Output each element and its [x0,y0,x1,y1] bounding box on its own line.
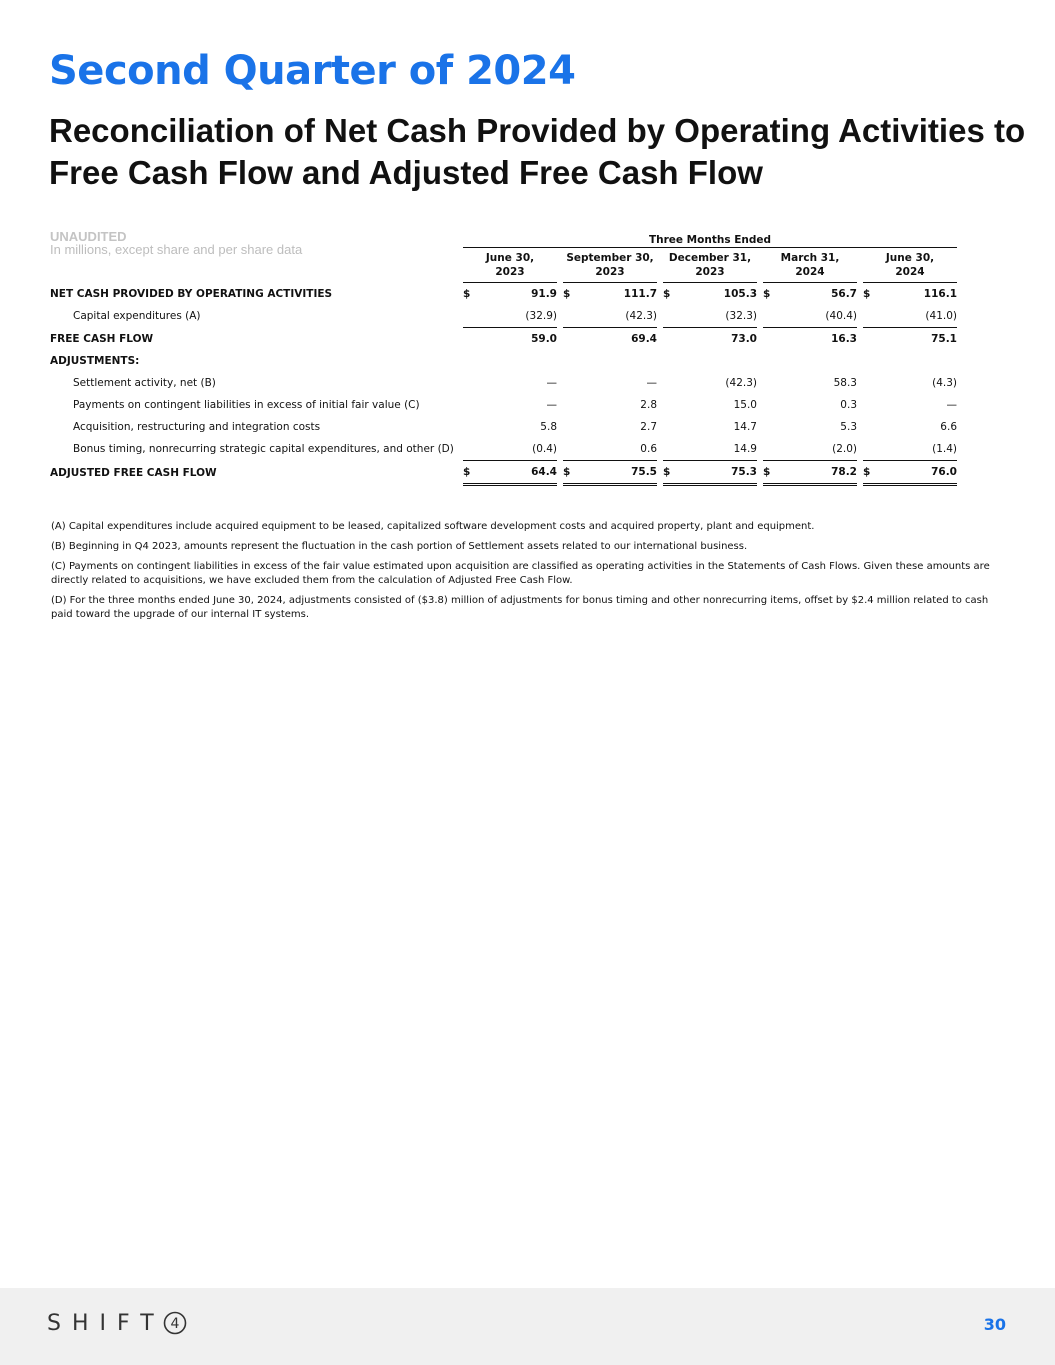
unaudited-label: UNAUDITED [50,229,127,244]
value-cell [777,350,857,372]
value-cell: 5.3 [840,421,857,433]
logo-four-circle-icon [163,1311,187,1335]
currency-symbol [463,372,477,394]
currency-symbol: $ [663,461,677,485]
value-cell: (41.0) [877,305,957,328]
currency-symbol: $ [463,461,477,485]
value-cell: 75.1 [931,333,957,345]
currency-symbol [663,328,677,351]
currency-symbol [763,416,777,438]
value-cell: (0.4) [477,438,557,461]
currency-symbol [463,328,477,351]
column-header: December 31, 2023 [663,248,757,283]
currency-symbol: $ [563,461,577,485]
table-row [50,372,957,394]
row-label: FREE CASH FLOW [50,332,154,345]
value-cell [577,350,657,372]
value-cell: (4.3) [932,377,957,389]
currency-symbol [463,416,477,438]
currency-symbol: $ [463,288,471,300]
currency-symbol: $ [763,461,777,485]
row-label: NET CASH PROVIDED BY OPERATING ACTIVITIES [50,287,333,300]
value-cell: 111.7 [623,288,657,300]
table-column-header-row [50,248,957,283]
currency-symbol [563,328,577,351]
row-label: Capital expenditures (A) [73,310,201,323]
footnote-c: (C) Payments on contingent liabilities in excess of the fair value estimated upon acquisition are classified as operating activities in the Statements of Cash Flows. Given these amounts are directly related to acquisitions, we have excluded them from the calculation of Adjusted Free Cash Flow. [51,561,990,586]
currency-symbol [563,372,577,394]
column-header: June 30, 2024 [863,248,957,283]
row-label: Settlement activity, net (B) [73,377,216,389]
value-cell: 78.2 [777,461,857,485]
group-header: Three Months Ended [463,232,957,248]
currency-symbol [763,438,777,461]
currency-symbol [463,350,477,372]
page-subtitle: Reconciliation of Net Cash Provided by Operating Activities to Free Cash Flow and Adjusted Free Cash Flow [49,112,1026,191]
value-cell: (32.3) [677,305,757,328]
table-row [50,328,957,351]
currency-symbol [463,394,477,416]
currency-symbol [663,416,677,438]
currency-symbol [863,350,877,372]
currency-symbol [863,305,877,328]
currency-symbol [863,416,877,438]
value-cell: 64.4 [477,461,557,485]
currency-symbol [863,328,877,351]
currency-symbol [863,372,877,394]
currency-symbol [663,350,677,372]
table-row [50,305,957,328]
currency-symbol: $ [663,288,671,300]
currency-symbol: $ [563,288,571,300]
value-cell: 91.9 [531,288,557,300]
currency-symbol: $ [763,288,771,300]
value-cell: 105.3 [723,288,757,300]
currency-symbol [763,372,777,394]
currency-symbol: $ [863,461,877,485]
table-row [50,438,957,461]
value-cell: 15.0 [733,399,757,411]
currency-symbol [763,328,777,351]
footnote-d: (D) For the three months ended June 30, 2024, adjustments consisted of ($3.8) million of adjustments for bonus timing and other nonrecurring items, offset by $2.4 million related to cash paid toward the upgrade of our internal IT systems. [51,595,989,620]
currency-symbol [763,350,777,372]
row-label: ADJUSTED FREE CASH FLOW [50,466,217,479]
row-label: ADJUSTMENTS: [50,355,140,367]
shift4-logo [47,1308,187,1338]
column-header: June 30, 2023 [463,248,557,283]
value-cell: (42.3) [725,377,757,389]
value-cell: 116.1 [923,288,957,300]
table-row [50,461,957,485]
value-cell: 6.6 [940,421,957,433]
page-footer [0,1288,1055,1365]
footnotes [51,520,1011,628]
currency-symbol [563,438,577,461]
value-cell: — [546,377,557,389]
svg-text:4: 4 [170,1316,180,1332]
row-label: Acquisition, restructuring and integration costs [73,421,321,433]
currency-symbol [463,438,477,461]
table-row [50,283,957,306]
value-cell: (32.9) [477,305,557,328]
currency-symbol [763,394,777,416]
currency-symbol [563,305,577,328]
currency-symbol [463,305,477,328]
currency-symbol [863,394,877,416]
row-label: Payments on contingent liabilities in excess of initial fair value (C) [73,399,420,411]
currency-symbol [663,372,677,394]
column-header: September 30, 2023 [563,248,657,283]
reconciliation-table [50,232,957,486]
value-cell: (2.0) [777,438,857,461]
row-label: Bonus timing, nonrecurring strategic capital expenditures, and other (D) [73,443,454,456]
value-cell: — [646,377,657,389]
currency-symbol [663,394,677,416]
value-cell: 0.3 [840,399,857,411]
value-cell: 14.7 [733,421,757,433]
currency-symbol [563,416,577,438]
table-row [50,350,957,372]
value-cell: — [946,399,957,411]
value-cell: 0.6 [577,438,657,461]
units-note: In millions, except share and per share data [50,242,303,257]
value-cell: 14.9 [677,438,757,461]
page-number: 30 [983,1315,1006,1334]
column-header: March 31, 2024 [763,248,857,283]
value-cell: 69.4 [631,333,657,345]
value-cell: 16.3 [831,333,857,345]
value-cell [477,350,557,372]
value-cell: (1.4) [877,438,957,461]
value-cell: 56.7 [831,288,857,300]
value-cell: 58.3 [833,377,857,389]
value-cell [677,350,757,372]
value-cell: 73.0 [731,333,757,345]
value-cell: 75.5 [577,461,657,485]
value-cell: 76.0 [877,461,957,485]
currency-symbol [663,438,677,461]
value-cell: (40.4) [777,305,857,328]
value-cell: 59.0 [531,333,557,345]
currency-symbol [663,305,677,328]
value-cell: — [546,399,557,411]
page-title: Second Quarter of 2024 [49,48,576,94]
table-row [50,394,957,416]
currency-symbol [863,438,877,461]
currency-symbol: $ [863,288,871,300]
value-cell: 2.7 [640,421,657,433]
value-cell [877,350,957,372]
footnote-b: (B) Beginning in Q4 2023, amounts represent the fluctuation in the cash portion of Settlement assets related to our international business. [51,541,748,552]
logo-wordmark: SHIFT [47,1310,165,1336]
value-cell: (42.3) [577,305,657,328]
value-cell: 5.8 [540,421,557,433]
value-cell: 2.8 [640,399,657,411]
value-cell: 75.3 [677,461,757,485]
currency-symbol [563,350,577,372]
table-row [50,416,957,438]
table-group-header-row [50,232,957,248]
currency-symbol [763,305,777,328]
currency-symbol [563,394,577,416]
footnote-a: (A) Capital expenditures include acquired equipment to be leased, capitalized software development costs and acquired property, plant and equipment. [51,521,815,532]
